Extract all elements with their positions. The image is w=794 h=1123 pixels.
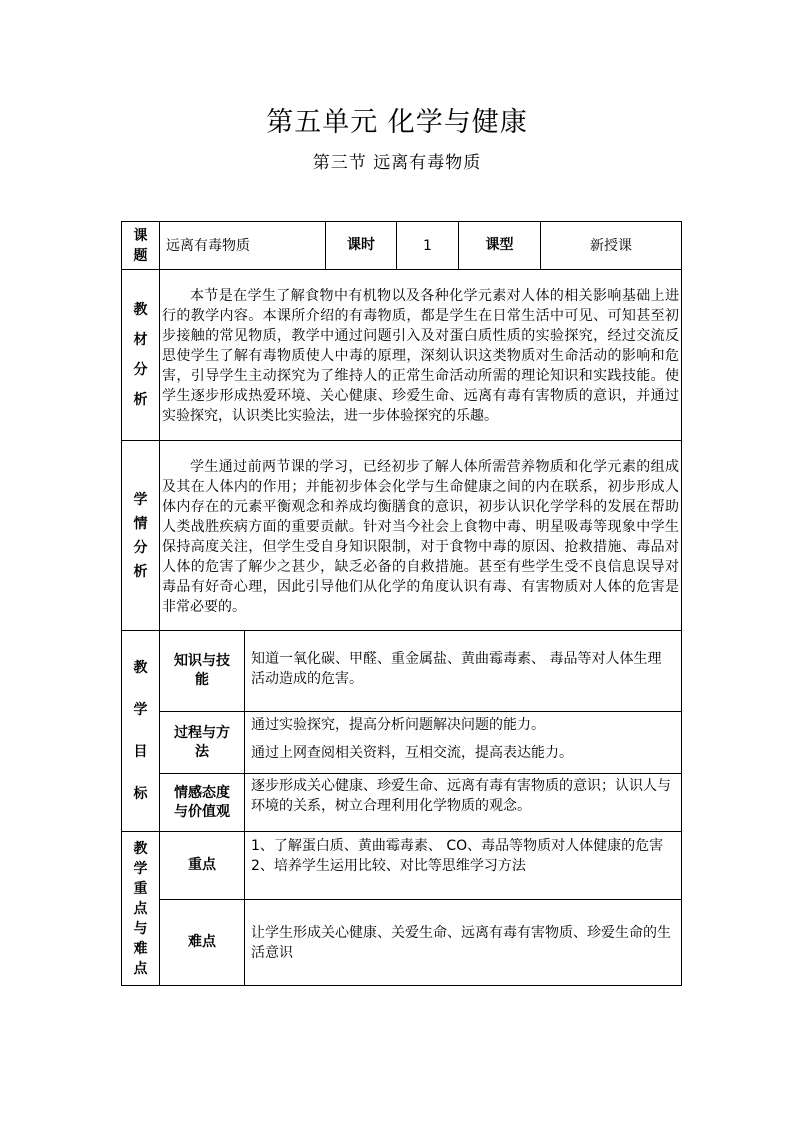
process-text — [245, 712, 682, 774]
row-goal-knowledge — [122, 631, 682, 712]
material-label-char: 材 — [133, 332, 148, 348]
focus-label: 重点 — [160, 832, 245, 900]
emotion-text: 逐步形成关心健康、珍爱生命、远离有毒有害物质的意识；认识人与环境的关系，树立合理利用化学物质的观念。 — [245, 774, 682, 832]
material-label-char: 析 — [133, 392, 148, 408]
row-topic — [122, 222, 682, 270]
topic-label-char: 课 — [133, 227, 148, 244]
row-goal-emotion — [122, 774, 682, 832]
hours-label: 课时 — [326, 222, 397, 270]
focus-text — [245, 832, 682, 900]
students-label-char: 分 — [133, 539, 148, 556]
students-label — [122, 441, 160, 631]
key-label-char: 学 — [133, 860, 148, 877]
row-focus — [122, 832, 682, 900]
goals-label — [122, 631, 160, 832]
material-label-char: 教 — [133, 302, 148, 318]
students-text: 学生通过前两节课的学习，已经初步了解人体所需营养物质和化学元素的组成及其在人体内的作用；并能初步体会化学与生命健康之间的内在联系，初步形成人体内存在的元素平衡观念和养成均衡膳食的意识，初步认识化学学科的发展在帮助人类战胜疾病方面的重要贡献。针对当今社会上食物中毒、明星吸毒等现象中学生保持高度关注，但学生受自身知识限制，对于食物中毒的原因、抢救措施、毒品对人体的危害了解少之甚少，缺乏必备的自救措施。甚至有些学生受不良信息误导对毒品有好奇心理，因此引导他们从化学的角度认识有毒、有害物质对人体的危害是非常必要的。 — [160, 441, 682, 631]
row-difficulty — [122, 900, 682, 986]
material-text: 本节是在学生了解食物中有机物以及各种化学元素对人体的相关影响基础上进行的教学内容。本课所介绍的有毒物质，都是学生在日常生活中可见、可知甚至初步接触的常见物质，教学中通过问题引入及对蛋白质性质的实验探究，经过交流反思使学生了解有毒物质使人中毒的原理，深刻认识这类物质对生命活动的影响和危害，引导学生主动探究为了维持人的正常生命活动所需的理论知识和实践技能。使学生逐步形成热爱环境、关心健康、珍爱生命、远离有毒有害物质的意识，并通过实验探究，认识类比实验法，进一步体验探究的乐趣。 — [160, 270, 682, 441]
emotion-label: 情感态度与价值观 — [160, 774, 245, 832]
goals-label-char: 教 — [133, 660, 148, 676]
key-label-char: 与 — [133, 920, 148, 937]
page-subtitle: 第三节 远离有毒物质 — [312, 153, 482, 173]
topic-label-char: 题 — [133, 247, 148, 264]
students-label-char: 析 — [133, 563, 148, 580]
hours-value: 1 — [397, 222, 459, 270]
key-label-char: 难 — [133, 940, 148, 957]
students-label-char: 情 — [133, 515, 148, 532]
process-text-line: 通过上网查阅相关资料，互相交流，提高表达能力。 — [251, 745, 573, 761]
students-label-char: 学 — [133, 491, 148, 508]
goals-label-char: 目 — [133, 744, 148, 760]
row-goal-process — [122, 712, 682, 774]
key-label-char: 点 — [133, 900, 148, 917]
process-label: 过程与方法 — [160, 712, 245, 774]
difficulty-text: 让学生形成关心健康、关爱生命、远离有毒有害物质、珍爱生命的生活意识 — [245, 900, 682, 986]
row-students — [122, 441, 682, 631]
focus-text-line: 2、培养学生运用比较、对比等思维学习方法 — [251, 858, 526, 874]
goals-label-char: 标 — [133, 786, 148, 802]
process-text-line: 通过实验探究，提高分析问题解决问题的能力。 — [251, 717, 545, 733]
key-label-char: 重 — [133, 880, 148, 897]
key-label — [122, 832, 160, 986]
focus-text-line: 1、了解蛋白质、黄曲霉毒素、 CO、毒品等物质对人体健康的危害 — [251, 838, 664, 854]
type-label: 课型 — [459, 222, 541, 270]
key-label-char: 点 — [133, 960, 148, 977]
material-label-char: 分 — [133, 362, 148, 378]
lesson-plan-table — [121, 221, 681, 986]
topic-label — [122, 222, 160, 270]
key-label-char: 教 — [133, 840, 148, 857]
page-title: 第五单元 化学与健康 — [266, 107, 528, 138]
goals-label-char: 学 — [133, 702, 148, 718]
knowledge-label: 知识与技能 — [160, 631, 245, 712]
row-material — [122, 270, 682, 441]
difficulty-label: 难点 — [160, 900, 245, 986]
topic-value: 远离有毒物质 — [160, 222, 326, 270]
type-value: 新授课 — [541, 222, 682, 270]
material-label — [122, 270, 160, 441]
knowledge-text: 知道一氧化碳、甲醛、重金属盐、黄曲霉毒素、 毒品等对人体生理活动造成的危害。 — [245, 631, 682, 712]
